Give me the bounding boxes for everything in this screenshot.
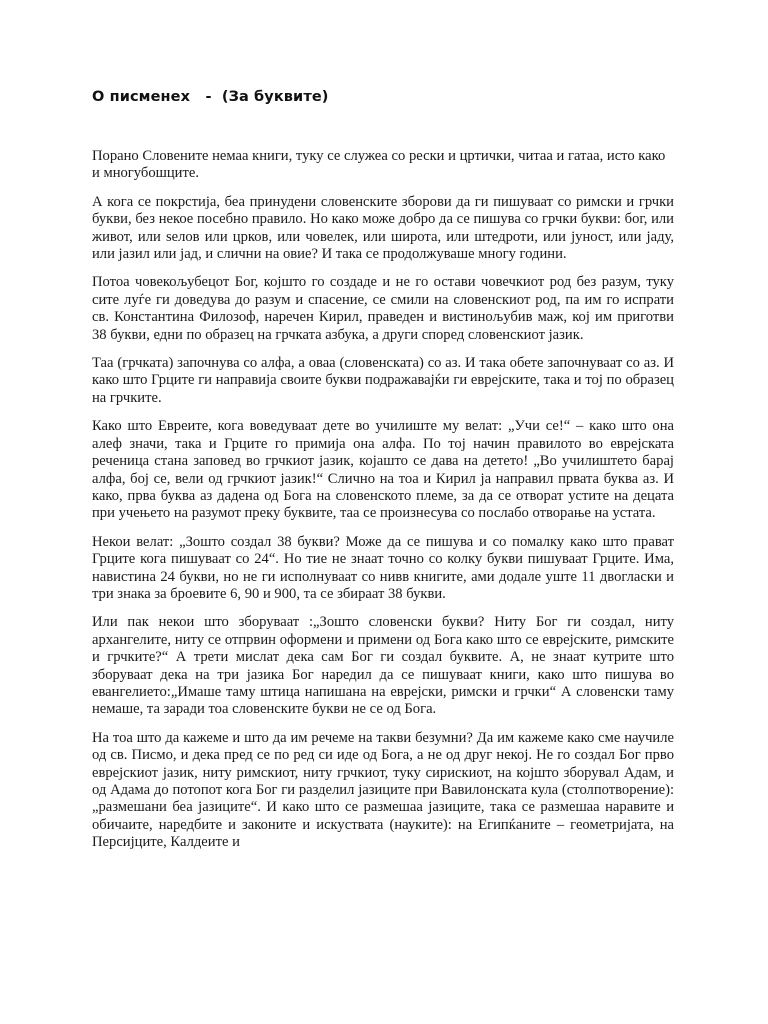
paragraph: Како што Евреите, кога воведуваат дете во училиште му велат: „Учи се!“ – како што она алеф значи, така и Грците го примија она алфа. По тој начин правилото во еврејската реченица стана заповед во грчкиот јазик, којашто се дава на детето! „Во училиштето барај алфа, бој се, вели од грчкиот јазик!“ Слично на тоа и Кирил ја направил првата буква аз. И како, прва буква аз дадена од Бога на словенското племе, за да се отворат устите на децата при учењето на разумот преку буквите, таа се произнесува со послабо отворање на устата. (92, 418, 674, 522)
paragraph: Потоа човекољубецот Бог, којшто го создаде и не го остави човечкиот род без разум, туку сите луѓе ги доведува до разум и спасение, се смили на словенскиот род, па им го испрати св. Константина Филозоф, наречен Кирил, праведен и вистинољубив маж, кој им приготви 38 букви, едни по образец на грчката азбука, а други според словенскиот јазик. (92, 274, 674, 343)
paragraph: Некои велат: „Зошто создал 38 букви? Може да се пишува и со помалку како што прават Грците кога пишуваат со 24“. Но тие не знаат точно со колку букви пишуваат Грците. Има, навистина 24 букви, но не ги исполнуваат со нивв книгите, ами додале уште 11 двогласки и три знака за броевите 6, 90 и 900, та се збираат 38 букви. (92, 533, 674, 602)
document-title: О писменех - (За буквите) (92, 89, 329, 105)
paragraph: А кога се покрстија, беа принудени словенските зборови да ги пишуваат со римски и грчки букви, без некое посебно правило. Но како може добро да се пишува со грчки букви: бог, или живот, или ѕелов или црков, или човелек, или широта, или штедроти, или јуност, или јаду, или јазил или јад, и слични на овие? И така се продолжуваше многу години. (92, 193, 674, 263)
paragraph: На тоа што да кажеме и што да им речеме на такви безумни? Да им кажеме како сме научиле од св. Писмо, и дека пред се по ред си иде од Бога, а не од друг некој. Не го создал Бог прво еврејскиот јазик, ниту римскиот, ниту грчкиот, туку сирискиот, на којшто зборувал Адам, и од Адама до потопот кога Бог ги разделил јазиците при Вавилонската кула (столпотворение): „размешани беа јазиците“. И како што се размешаа јазиците, така се размешаа наравите и обичаите, наредбите и законите и искуствата (науките): на Египќаните – геометријата, на Персијците, Калдеите и (92, 729, 674, 851)
paragraph: Порано Словените немаа книги, туку се служеа со рески и цртички, читаа и гатаа, исто како и многубошците. (92, 148, 666, 182)
paragraph: Или пак некои што зборуваат :„Зошто словенски букви? Ниту Бог ги создал, ниту архангелите, ниту се отпрвин оформени и примени од Бога како што се еврејските, римските и грчките?“ А трети мислат дека сам Бог ги создал буквите. А, не знаат кутрите што зборуваат дека на три јазика Бог наредил да се пишуваат книги, како што пишува во евангелието:„Имаше таму штица напишана на еврејски, римски и грчки“ А словенски таму немаше, та заради тоа словенските букви не се од Бога. (92, 614, 674, 718)
document-body (92, 148, 674, 863)
paragraph: Таа (грчката) започнува со алфа, а оваа (словенската) со аз. И така обете започнуваат со аз. И како што Грците ги направија своите букви подражавајќи ги еврејските, така и тој по образец на грчките. (92, 355, 674, 406)
